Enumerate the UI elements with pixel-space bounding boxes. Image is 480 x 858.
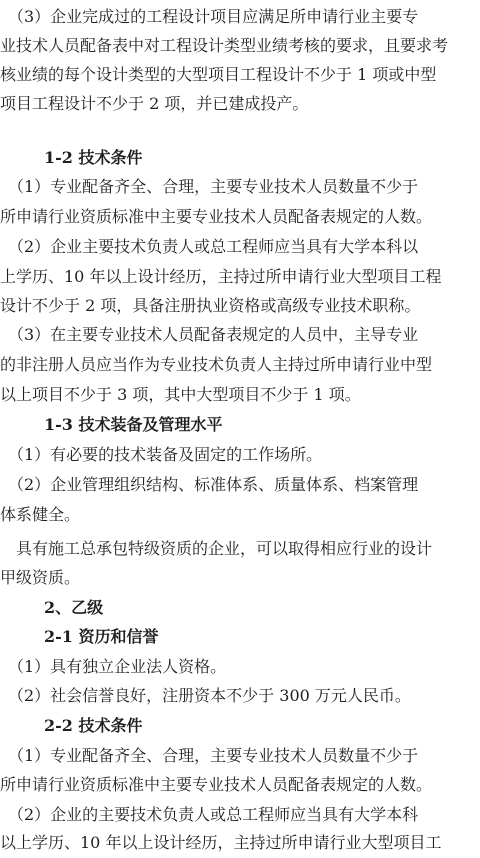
section-heading: 2-1 资历和信誉 <box>44 627 159 646</box>
paragraph-line: （1）具有独立企业法人资格。 <box>0 657 227 676</box>
paragraph-line: 以上项目不少于 3 项，其中大型项目不少于 1 项。 <box>0 385 361 404</box>
paragraph-line: 核业绩的每个设计类型的大型项目工程设计不少于 1 项或中型 <box>0 65 437 84</box>
paragraph-line: （1）专业配备齐全、合理，主要专业技术人员数量不少于 <box>0 177 419 196</box>
paragraph-line: 甲级资质。 <box>0 568 81 587</box>
paragraph-line: （2）企业管理组织结构、标准体系、质量体系、档案管理 <box>0 475 419 494</box>
paragraph-line: （2）企业的主要技术负责人或总工程师应当具有大学本科 <box>0 805 419 824</box>
paragraph-line: 以上学历、10 年以上设计经历，主持过所申请行业大型项目工 <box>0 833 442 852</box>
section-heading: 2-2 技术条件 <box>44 716 143 735</box>
paragraph-line: （2）企业主要技术负责人或总工程师应当具有大学本科以 <box>0 237 419 256</box>
paragraph-line: 设计不少于 2 项，具备注册执业资格或高级专业技术职称。 <box>0 296 421 315</box>
paragraph-line: 体系健全。 <box>0 505 81 524</box>
section-heading: 1-3 技术装备及管理水平 <box>44 415 223 434</box>
paragraph-line: 上学历、10 年以上设计经历，主持过所申请行业大型项目工程 <box>0 267 442 286</box>
paragraph-line: （2）社会信誉良好，注册资本不少于 300 万元人民币。 <box>0 686 411 705</box>
paragraph-line: （1）有必要的技术装备及固定的工作场所。 <box>0 445 323 464</box>
paragraph-line: 所申请行业资质标准中主要专业技术人员配备表规定的人数。 <box>0 775 433 794</box>
section-heading: 2、乙级 <box>44 598 104 617</box>
paragraph-line: 业技术人员配备表中对工程设计类型业绩考核的要求，且要求考 <box>0 36 449 55</box>
paragraph-line: 具有施工总承包特级资质的企业，可以取得相应行业的设计 <box>0 539 433 558</box>
paragraph-line: 的非注册人员应当作为专业技术负责人主持过所申请行业中型 <box>0 355 433 374</box>
paragraph-line: （3）企业完成过的工程设计项目应满足所申请行业主要专 <box>0 7 419 26</box>
paragraph-line: （3）在主要专业技术人员配备表规定的人员中，主导专业 <box>0 325 419 344</box>
paragraph-line: 项目工程设计不少于 2 项，并已建成投产。 <box>0 94 309 113</box>
section-heading: 1-2 技术条件 <box>44 148 143 167</box>
paragraph-line: （1）专业配备齐全、合理，主要专业技术人员数量不少于 <box>0 746 419 765</box>
paragraph-line: 所申请行业资质标准中主要专业技术人员配备表规定的人数。 <box>0 207 433 226</box>
